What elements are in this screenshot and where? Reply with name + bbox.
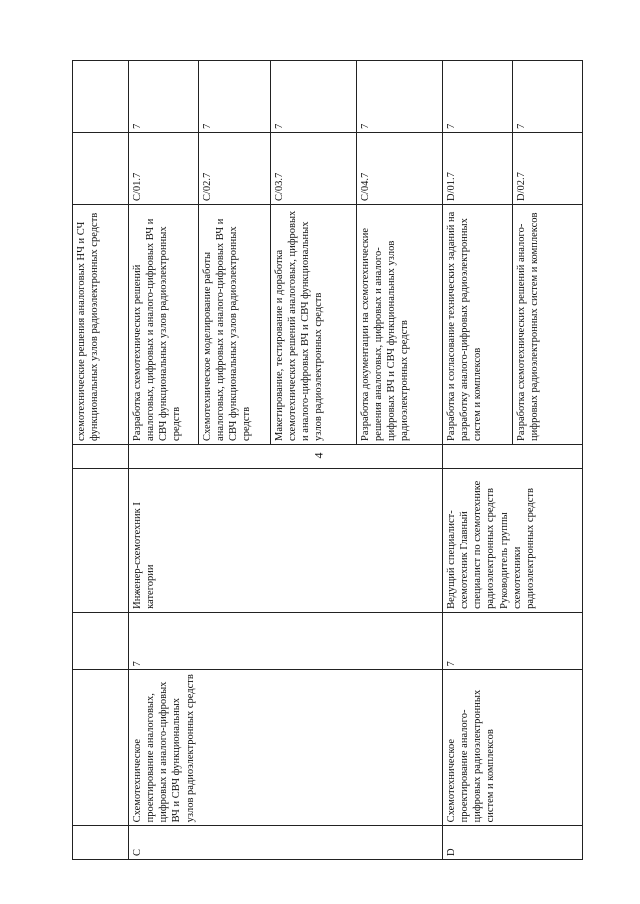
cell-func-code: C/01.7	[129, 133, 199, 205]
cell-func-level: 7	[199, 61, 271, 133]
table-row	[73, 61, 129, 860]
cell-name	[73, 670, 129, 826]
cell-level	[73, 612, 129, 670]
cell-positions	[73, 468, 129, 612]
cell-func-level: 7	[271, 61, 357, 133]
rotated-table-container	[72, 60, 592, 860]
cell-function: Разработка документации на схемотехнические решения аналоговых, цифровых и аналого-цифровых ВЧ и СВЧ функциональных узлов радиоэлектронных средств	[357, 205, 443, 445]
cell-func-level: 7	[357, 61, 443, 133]
cell-level: 7	[129, 612, 443, 670]
cell-empty	[73, 444, 129, 468]
cell-positions: Ведущий специалист-схемотехник Главный специалист по схемотехнике радиоэлектронных средств Руководитель группы схемотехники радиоэлектронных средств	[443, 468, 583, 612]
table-row	[129, 61, 199, 860]
cell-function: Макетирование, тестирование и доработка схемотехнических решений аналоговых, цифровых и аналого-цифровых ВЧ и СВЧ функциональных узлов радиоэлектронных средств	[271, 205, 357, 445]
cell-name: Схемотехническое проектирование аналого-цифровых радиоэлектронных систем и комплексов	[443, 670, 583, 826]
cell-func-code: D/01.7	[443, 133, 513, 205]
cell-function: Разработка и согласование технических заданий на разработку аналого-цифровых радиоэлектронных систем и комплексов	[443, 205, 513, 445]
cell-function: схемотехнические решения аналоговых НЧ и СЧ функциональных узлов радиоэлектронных средств	[73, 205, 129, 445]
competency-table	[72, 60, 583, 860]
cell-level: 7	[443, 612, 583, 670]
cell-func-level	[73, 61, 129, 133]
cell-positions: Инженер-схемотехник I категории	[129, 468, 443, 612]
cell-function: Схемотехническое моделирование работы аналоговых, цифровых и аналого-цифровых ВЧ и СВЧ функциональных узлов радиоэлектронных средств	[199, 205, 271, 445]
cell-func-level: 7	[513, 61, 583, 133]
page-number: 4	[311, 452, 326, 459]
cell-code: C	[129, 826, 443, 860]
cell-function: Разработка схемотехнических решений аналоговых, цифровых и аналого-цифровых ВЧ и СВЧ функциональных узлов радиоэлектронных средств	[129, 205, 199, 445]
cell-empty	[129, 444, 443, 468]
cell-func-level: 7	[129, 61, 199, 133]
cell-code	[73, 826, 129, 860]
cell-name: Схемотехническое проектирование аналоговых, цифровых и аналого-цифровых ВЧ и СВЧ функциональных узлов радиоэлектронных средств	[129, 670, 443, 826]
cell-func-level: 7	[443, 61, 513, 133]
table-row	[443, 61, 513, 860]
cell-func-code: C/03.7	[271, 133, 357, 205]
cell-func-code: C/02.7	[199, 133, 271, 205]
cell-func-code	[73, 133, 129, 205]
cell-empty	[443, 444, 583, 468]
cell-func-code: C/04.7	[357, 133, 443, 205]
cell-function: Разработка схемотехнических решений аналого-цифровых радиоэлектронных систем и комплексов	[513, 205, 583, 445]
cell-func-code: D/02.7	[513, 133, 583, 205]
cell-code: D	[443, 826, 583, 860]
